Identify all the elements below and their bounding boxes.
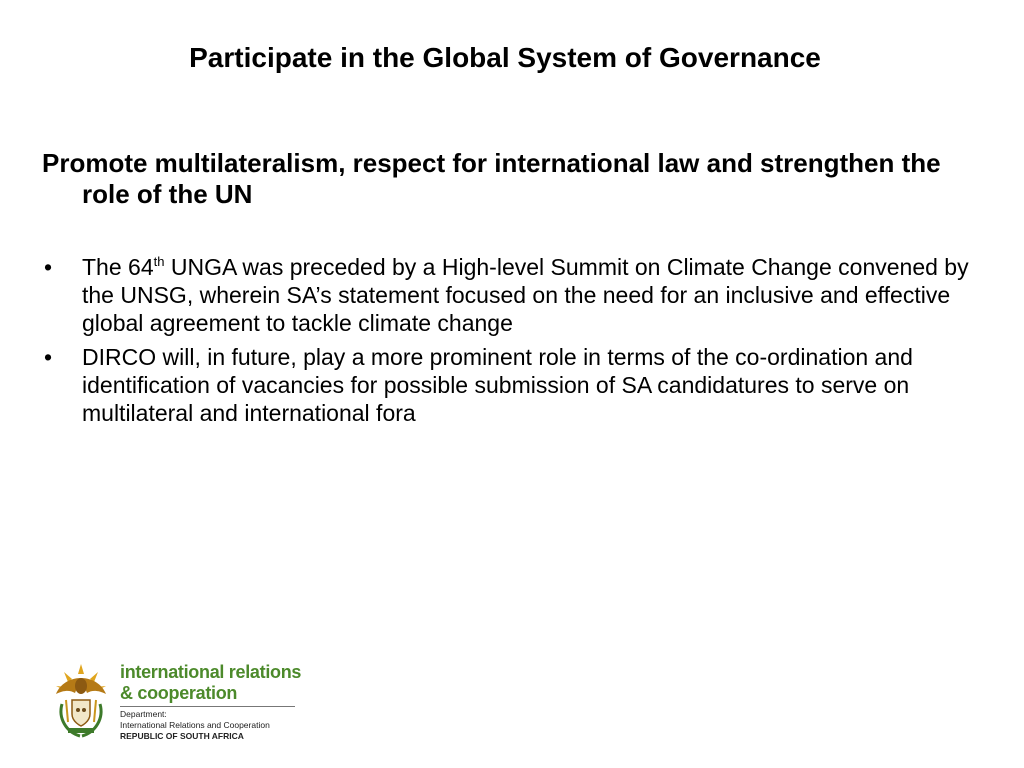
bullet-list bbox=[42, 253, 972, 433]
slide-title: Participate in the Global System of Governance bbox=[189, 42, 821, 73]
bullet-text-post: UNGA was preceded by a High-level Summit on Climate Change convened by the UNSG, wherein SA’s statement focused on the need for an inclusive and effective global agreement to tackle climate change bbox=[82, 254, 969, 336]
coat-of-arms-icon bbox=[50, 660, 112, 740]
logo-divider bbox=[120, 706, 295, 707]
bullet-text-pre: The 64 bbox=[82, 254, 154, 280]
logo-text-line2: & cooperation bbox=[120, 683, 238, 703]
bullet-item-1 bbox=[42, 253, 972, 337]
dirco-logo bbox=[50, 660, 310, 745]
bullet-marker: • bbox=[44, 254, 53, 280]
logo-dept-label: Department: bbox=[120, 709, 167, 719]
logo-country: REPUBLIC OF SOUTH AFRICA bbox=[120, 731, 244, 741]
logo-text-line1: international relations bbox=[120, 662, 302, 682]
bullet-text: DIRCO will, in future, play a more prominent role in terms of the co-ordination and identification of vacancies for possible submission of SA candidatures to serve on multilateral and international fora bbox=[82, 344, 913, 426]
logo-dept-name: International Relations and Cooperation bbox=[120, 720, 270, 730]
slide-subheading: Promote multilateralism, respect for international law and strengthen the role of the UN bbox=[42, 148, 941, 209]
bullet-superscript: th bbox=[153, 254, 165, 269]
bullet-item-2 bbox=[42, 343, 972, 427]
bullet-marker: • bbox=[44, 344, 53, 370]
